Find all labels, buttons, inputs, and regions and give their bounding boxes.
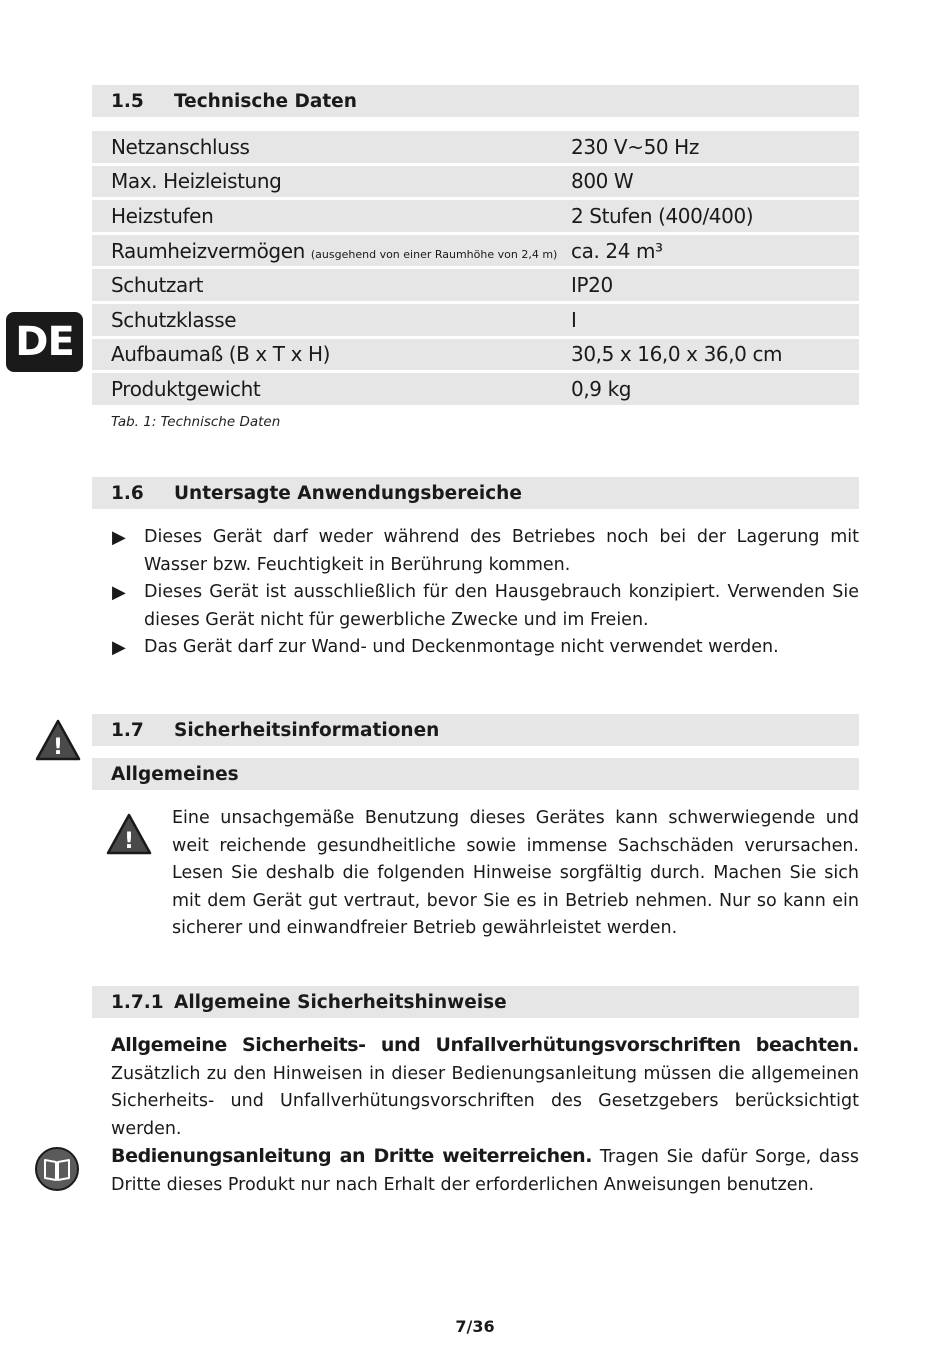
- table-row: [92, 235, 859, 267]
- safety-regulations-paragraph: [111, 1032, 859, 1143]
- spec-value: 2 Stufen (400/400): [571, 200, 859, 232]
- section-number: 1.5: [111, 90, 144, 112]
- paragraph-body: Tragen Sie dafür Sorge, dass Dritte dieses Produkt nur nach Erhalt der erforderlichen Anweisungen benutzen.: [111, 1147, 859, 1195]
- section-heading-technische-daten: [92, 85, 859, 117]
- section-heading-sicherheitsinformationen: [92, 714, 859, 746]
- spec-value: IP20: [571, 269, 859, 301]
- table-row: [92, 200, 859, 232]
- spec-label: Schutzklasse: [92, 304, 571, 336]
- warning-triangle-icon: [105, 812, 153, 856]
- spec-label: Schutzart: [92, 269, 571, 301]
- spec-label: Raumheizvermögen (ausgehend von einer Raumhöhe von 2,4 m): [92, 235, 571, 267]
- prohibited-uses-list: [112, 524, 859, 662]
- svg-text:!: !: [123, 829, 135, 854]
- table-caption: Tab. 1: Technische Daten: [111, 414, 281, 430]
- warning-triangle-icon: [34, 718, 82, 762]
- bullet-arrow-icon: ▶: [112, 527, 126, 548]
- section-title: Allgemeine Sicherheitshinweise: [174, 991, 507, 1013]
- spec-label: Produktgewicht: [92, 373, 571, 405]
- spec-value: 230 V~50 Hz: [571, 131, 859, 163]
- spec-label: Netzanschluss: [92, 131, 571, 163]
- table-row: [92, 131, 859, 163]
- list-item: ▶ Dieses Gerät ist ausschließlich für den Hausgebrauch konzipiert. Verwenden Sie dieses Gerät nicht für gewerbliche Zwecke und im Freien.: [112, 579, 859, 634]
- spec-label: Heizstufen: [92, 200, 571, 232]
- section-title: Technische Daten: [174, 90, 357, 112]
- list-item: ▶ Dieses Gerät darf weder während des Betriebes noch bei der Lagerung mit Wasser bzw. Feuchtigkeit in Berührung kommen.: [112, 524, 859, 579]
- section-heading-untersagte-anwendungsbereiche: [92, 477, 859, 509]
- warning-paragraph: Eine unsachgemäße Benutzung dieses Gerätes kann schwerwiegende und weit reichende gesundheitliche sowie immense Sachschäden verursachen. Lesen Sie deshalb die folgenden Hinweise sorgfältig durch. Machen Sie sich mit dem Gerät gut vertraut, bevor Sie es in Betrieb nehmen. Nur so kann ein sicherer und einwandfreier Betrieb gewährleistet werden.: [172, 808, 859, 938]
- paragraph-body: Zusätzlich zu den Hinweisen in dieser Bedienungsanleitung müssen die allgemeinen Sicherheits- und Unfallverhütungsvorschriften des Gesetzgebers berücksichtigt werden.: [111, 1063, 859, 1139]
- subheading-allgemeines: Allgemeines: [92, 758, 859, 790]
- table-row: [92, 166, 859, 198]
- table-row: [92, 339, 859, 371]
- spec-value: 0,9 kg: [571, 373, 859, 405]
- paragraph-lead: Bedienungsanleitung an Dritte weiterreichen.: [111, 1145, 593, 1167]
- section-title: Sicherheitsinformationen: [174, 719, 440, 741]
- spec-note: (ausgehend von einer Raumhöhe von 2,4 m): [310, 247, 558, 261]
- section-number: 1.7.1: [111, 991, 164, 1013]
- table-row: [92, 373, 859, 405]
- svg-text:!: !: [52, 735, 64, 760]
- language-tab: DE: [6, 312, 83, 372]
- table-row: [92, 304, 859, 336]
- bullet-arrow-icon: ▶: [112, 582, 126, 603]
- spec-value: 800 W: [571, 166, 859, 198]
- page-number: 7/36: [455, 1317, 495, 1336]
- section-number: 1.6: [111, 482, 144, 504]
- manual-book-icon: [34, 1146, 80, 1192]
- section-number: 1.7: [111, 719, 144, 741]
- spec-label: Max. Heizleistung: [92, 166, 571, 198]
- section-heading-allgemeine-sicherheitshinweise: [92, 986, 859, 1018]
- list-item: ▶ Das Gerät darf zur Wand- und Deckenmontage nicht verwendet werden.: [112, 634, 859, 662]
- pass-on-manual-paragraph: [111, 1143, 859, 1199]
- spec-value: I: [571, 304, 859, 336]
- section-title: Untersagte Anwendungsbereiche: [174, 482, 522, 504]
- spec-label: Aufbaumaß (B x T x H): [92, 339, 571, 371]
- bullet-arrow-icon: ▶: [112, 637, 126, 658]
- spec-value: ca. 24 m³: [571, 235, 859, 267]
- paragraph-lead: Allgemeine Sicherheits- und Unfallverhütungsvorschriften beachten.: [111, 1034, 859, 1056]
- spec-value: 30,5 x 16,0 x 36,0 cm: [571, 339, 859, 371]
- technical-data-table: [92, 128, 859, 408]
- table-row: [92, 269, 859, 301]
